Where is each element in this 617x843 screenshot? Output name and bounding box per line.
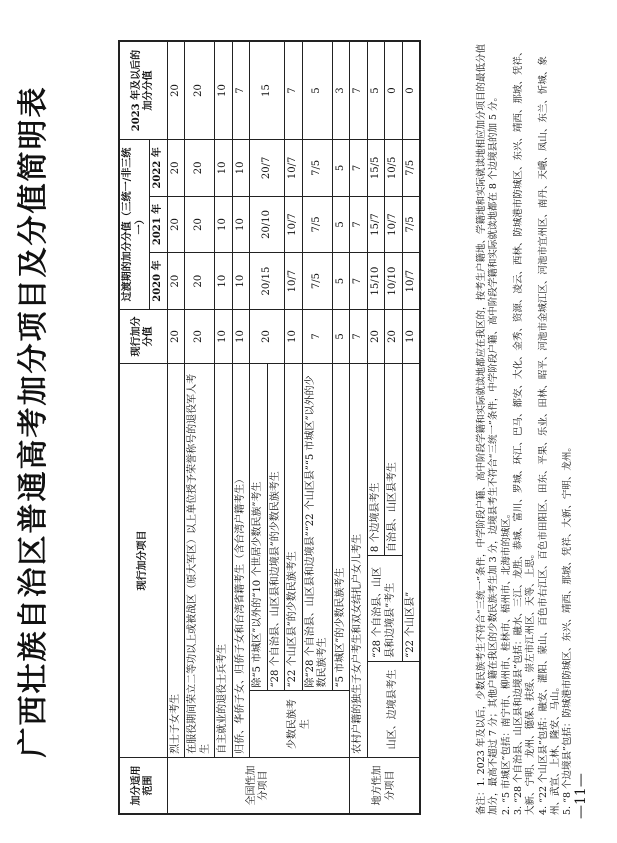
group-mountain: 山区、边境县考生 xyxy=(367,661,420,757)
group-local: 地方性加分项目 xyxy=(350,757,421,814)
cell-2020: 20/15 xyxy=(250,253,285,310)
cell-2021: 5 xyxy=(332,196,350,253)
cell-2021: 20 xyxy=(185,196,215,253)
cell-2022: 15/5 xyxy=(367,140,385,197)
cell-current: 20 xyxy=(385,309,403,363)
cell-current: 7 xyxy=(302,309,332,363)
cell-2021: 10/7 xyxy=(285,196,303,253)
cell-current: 7 xyxy=(350,309,368,363)
header-2021: 2021 年 xyxy=(150,196,168,253)
cell-2022: 10/5 xyxy=(385,140,403,197)
table-row xyxy=(232,41,250,814)
cell-2021: 15/7 xyxy=(367,196,385,253)
cell-current: 20 xyxy=(167,309,185,363)
cell-current: 10 xyxy=(232,309,250,363)
page-title: 广西壮族自治区普通高考加分项目及分值简明表 xyxy=(16,85,51,758)
cell-2020: 10/10 xyxy=(385,253,403,310)
cell-2023: 3 xyxy=(332,41,350,140)
cell-2020: 10/7 xyxy=(285,253,303,310)
cell-2021: 7/5 xyxy=(302,196,332,253)
row-item: “5 市城区”的少数民族考生 xyxy=(332,364,350,691)
row-item: “28 个自治县、山区县和边境县”的少数民族考生 xyxy=(267,364,285,691)
row-item: 在服役期间荣立二等功以上或被战区（原大军区）以上单位授予荣誉称号的退役军人考生 xyxy=(185,364,215,758)
cell-2021: 7/5 xyxy=(402,196,420,253)
bonus-table xyxy=(118,40,421,815)
row-item: 农村户籍的独生子女户考生和双女结扎户女儿考生 xyxy=(350,364,368,758)
row-item: 除“5 市城区”以外的“10 个世居少数民族”考生 xyxy=(250,364,268,691)
cell-2022: 10 xyxy=(215,140,233,197)
group-national: 全国性加分项目 xyxy=(167,757,350,814)
row-item: 自治县、山区县考生 xyxy=(385,364,403,556)
cell-current: 5 xyxy=(332,309,350,363)
cell-2022: 5 xyxy=(332,140,350,197)
header-past: 过渡期的加分分值（三统一/非三统一） xyxy=(119,140,150,310)
cell-2023: 10 xyxy=(215,41,233,140)
header-scope: 加分适用范围 xyxy=(119,757,167,814)
cell-2023: 0 xyxy=(385,41,403,140)
table-row xyxy=(167,41,185,814)
table-row xyxy=(367,41,385,814)
cell-current: 10 xyxy=(402,309,420,363)
cell-2020: 10 xyxy=(215,253,233,310)
row-item: 自主就业的退役士兵考生 xyxy=(215,364,233,758)
row-item: 除“28 个自治县、山区县和边境县”“22 个山区县”“5 市城区”以外的少数民族考生 xyxy=(302,364,332,691)
header-2020: 2020 年 xyxy=(150,253,168,310)
cell-current: 10 xyxy=(285,309,303,363)
cell-2020: 5 xyxy=(332,253,350,310)
note-3: 3. “28 个自治县、山区县和边境县”包括：融水、三江、龙胜、恭城、富川、罗城、环江、巴马、都安、大化、金秀、资源、凌云、西林、防城港市防城区、东兴、靖西、那坡、凭祥、大新、宁明、龙州、德保、扶绥、崇左市江州区、天等、上思。 xyxy=(513,46,537,815)
cell-2022: 7 xyxy=(350,140,368,197)
cell-2023: 5 xyxy=(367,41,385,140)
cell-2023: 5 xyxy=(302,41,332,140)
cell-2023: 7 xyxy=(285,41,303,140)
table-row xyxy=(215,41,233,814)
row-item: 8 个边境县考生 xyxy=(367,364,385,556)
cell-2020: 7/5 xyxy=(302,253,332,310)
cell-2021: 10 xyxy=(215,196,233,253)
cell-2021: 7 xyxy=(350,196,368,253)
cell-2023: 7 xyxy=(350,41,368,140)
cell-2022: 10/7 xyxy=(285,140,303,197)
table-row xyxy=(350,41,368,814)
row-item: “22 个山区县” xyxy=(402,364,420,662)
cell-2023: 7 xyxy=(232,41,250,140)
table-row xyxy=(185,41,215,814)
cell-2020: 20 xyxy=(167,253,185,310)
cell-2020: 15/10 xyxy=(367,253,385,310)
cell-2021: 10 xyxy=(232,196,250,253)
cell-2022: 20 xyxy=(167,140,185,197)
cell-2022: 20 xyxy=(185,140,215,197)
note-2: 2. “5 市城区”包括：南宁市、柳州市、桂林市、梧州市、北海市的城区。 xyxy=(500,508,512,815)
cell-2021: 20/10 xyxy=(250,196,285,253)
group-mt28: “28 个自治县、山区县和边境县”考生 xyxy=(367,556,402,662)
note-1: 备注：1. 2023 年及以后，少数民族考生不符合“三统一”条件，中学阶段户籍、高中阶段学籍和实际就读地都应在我区的，按考生户籍地、学籍地和实际就读地相应加分项目的最低分值加分，最高不超过 7 分；其他户籍在我区的少数民族考生加 3 分，边境县考生不符合“三统一”条件，中学阶段户籍、高中阶段学籍和实际就读地都在 8 个边境县的加 5 分。 xyxy=(476,44,500,815)
group-minority: 少数民族考生 xyxy=(250,691,350,757)
cell-2023: 20 xyxy=(185,41,215,140)
header-item: 现行加分项目 xyxy=(119,364,167,758)
cell-2021: 10/7 xyxy=(385,196,403,253)
cell-2022: 7/5 xyxy=(302,140,332,197)
cell-2022: 20/7 xyxy=(250,140,285,197)
header-2022: 2022 年 xyxy=(150,140,168,197)
cell-current: 20 xyxy=(250,309,285,363)
cell-2020: 20 xyxy=(185,253,215,310)
row-item: 归侨、华侨子女、归侨子女和台湾省籍考生（含台湾户籍考生） xyxy=(232,364,250,758)
cell-2020: 10/7 xyxy=(402,253,420,310)
cell-2022: 10 xyxy=(232,140,250,197)
table-row xyxy=(250,41,268,814)
header-row xyxy=(119,41,150,814)
note-5: 5. “8 个边境县”包括：防城港市防城区、东兴、靖西、那坡、凭祥、大新、宁明、龙州。 xyxy=(562,442,574,815)
cell-2023: 15 xyxy=(250,41,285,140)
note-4: 4. “22 个山区县”包括：融安、灌阳、蒙山、百色市右江区、百色市田阳区、田东、平果、乐业、田林、昭平、河池市金城江区、河池市宜州区、南丹、天峨、凤山、东兰、忻城、象州、武宣、上林、隆安、马山。 xyxy=(537,56,562,815)
row-item: 烈士子女考生 xyxy=(167,364,185,758)
cell-2020: 7 xyxy=(350,253,368,310)
cell-2020: 10 xyxy=(232,253,250,310)
header-2023: 2023 年及以后的加分分值 xyxy=(119,41,167,140)
cell-current: 10 xyxy=(215,309,233,363)
row-item: “22 个山区县”的少数民族考生 xyxy=(285,364,303,691)
notes xyxy=(476,40,575,815)
cell-2021: 20 xyxy=(167,196,185,253)
cell-current: 20 xyxy=(185,309,215,363)
page-number: —11— xyxy=(573,773,589,819)
cell-2023: 0 xyxy=(402,41,420,140)
header-current: 现行加分分值 xyxy=(119,309,167,363)
cell-2022: 7/5 xyxy=(402,140,420,197)
cell-2023: 20 xyxy=(167,41,185,140)
cell-current: 20 xyxy=(367,309,385,363)
